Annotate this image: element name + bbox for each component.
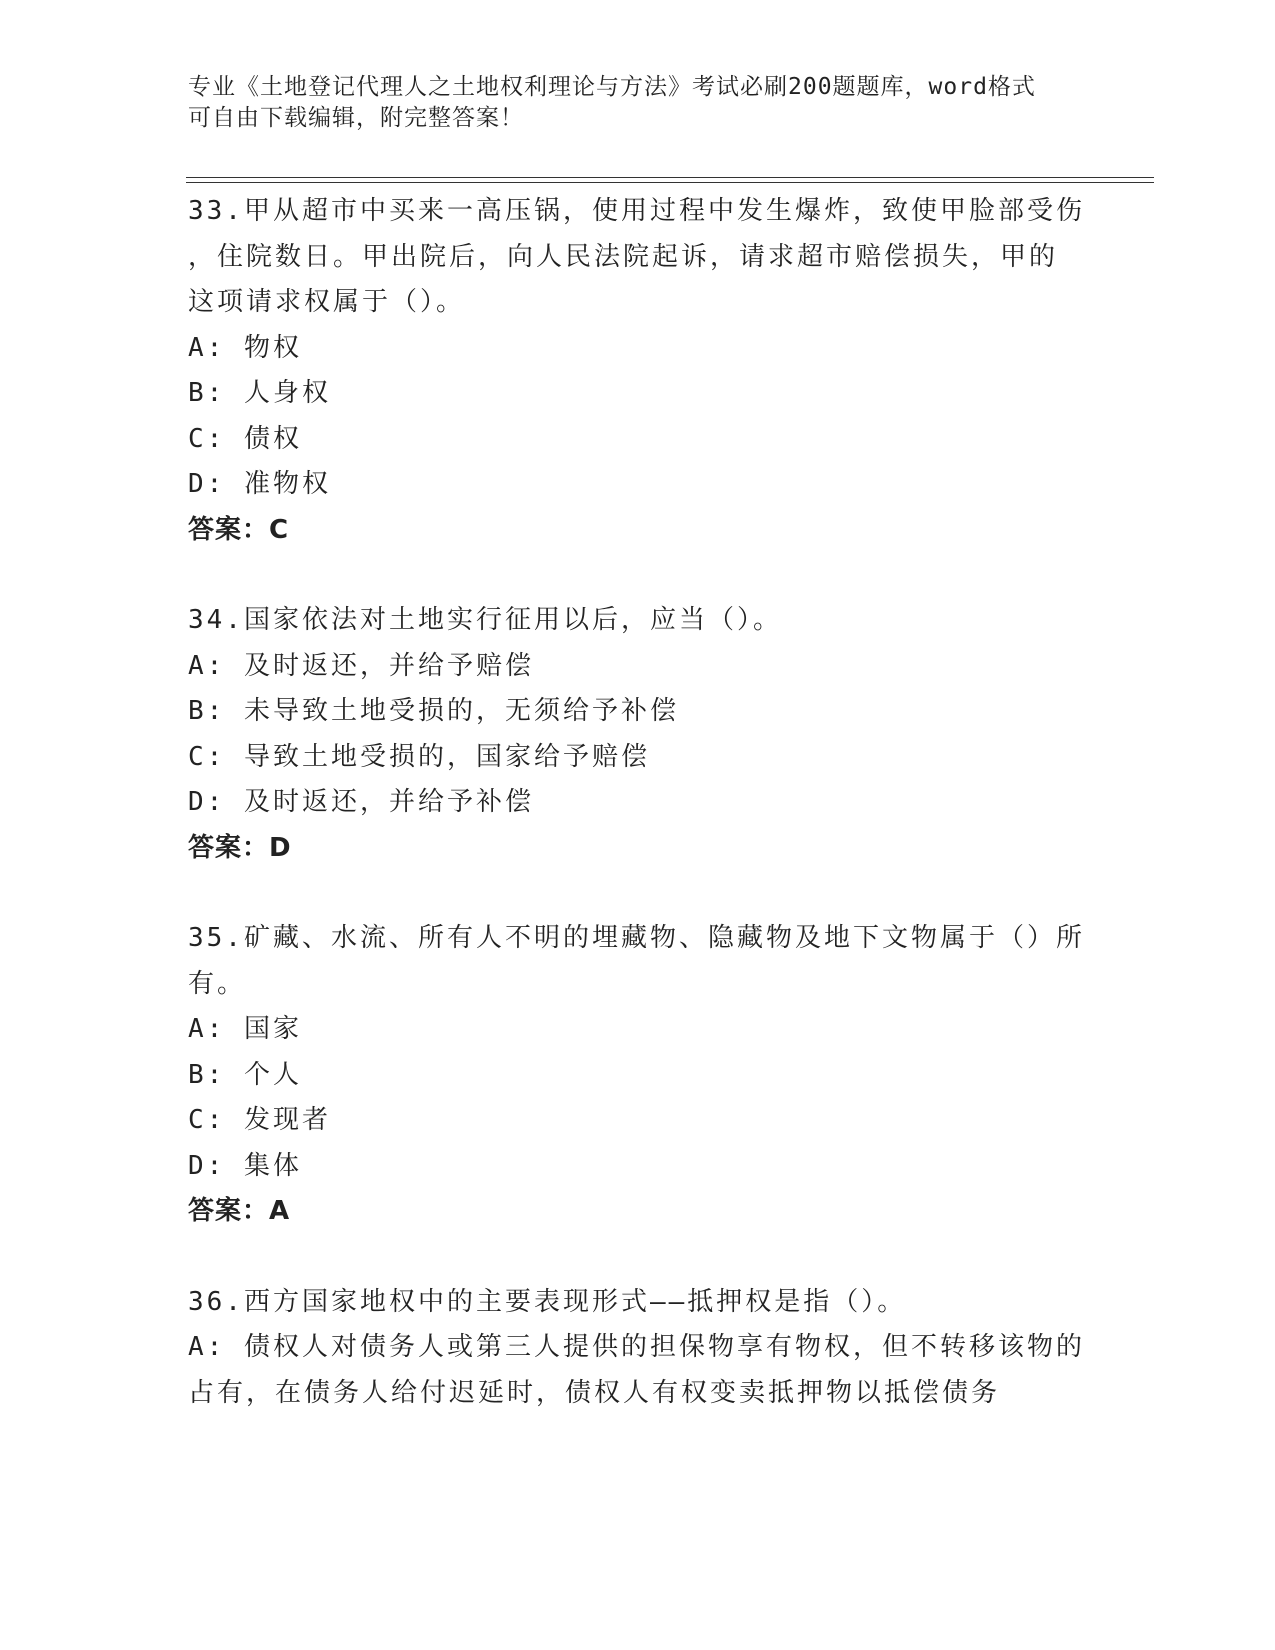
option-b: B: 个人 [188, 1059, 302, 1090]
option-c: C: 债权 [188, 423, 302, 454]
header-title-line-1: 专业《土地登记代理人之土地权利理论与方法》考试必刷200题题库，word格式 [188, 74, 1036, 100]
question-spacer [188, 871, 1088, 916]
question-text-line: 有。 [188, 968, 247, 999]
question-text-line: 这项请求权属于（）。 [188, 287, 466, 317]
document-header [188, 72, 1068, 134]
header-title-line-2: 可自由下载编辑，附完整答案！ [188, 105, 524, 131]
option-c: C: 发现者 [188, 1105, 331, 1135]
option-a-continued: 占有，在债务人给付迟延时，债权人有权变卖抵押物以抵偿债务 [188, 1377, 1001, 1408]
question-text-line: 34.国家依法对土地实行征用以后，应当（）。 [188, 605, 782, 635]
question-34 [188, 598, 1088, 871]
option-c: C: 导致土地受损的，国家给予赔偿 [188, 741, 650, 772]
question-list [188, 189, 1088, 1416]
option-b: B: 未导致土地受损的，无须给予补偿 [188, 696, 679, 726]
question-35 [188, 916, 1088, 1235]
option-d: D: 及时返还，并给予补偿 [188, 787, 534, 817]
option-d: D: 集体 [188, 1150, 302, 1181]
header-divider-bottom [186, 182, 1154, 183]
option-a: A: 债权人对债务人或第三人提供的担保物享有物权，但不转移该物的 [188, 1332, 1085, 1362]
answer-label: 答案：D [188, 832, 292, 863]
question-text-line: 33.甲从超市中买来一高压锅，使用过程中发生爆炸，致使甲脸部受伤 [188, 196, 1085, 226]
option-b: B: 人身权 [188, 378, 331, 408]
option-a: A: 物权 [188, 332, 302, 363]
question-text-line: 35.矿藏、水流、所有人不明的埋藏物、隐藏物及地下文物属于（）所 [188, 923, 1085, 953]
question-36 [188, 1280, 1088, 1417]
question-spacer [188, 1235, 1088, 1280]
question-text-line: ，住院数日。甲出院后，向人民法院起诉，请求超市赔偿损失，甲的 [188, 241, 1059, 272]
question-spacer [188, 553, 1088, 598]
question-text-line: 36.西方国家地权中的主要表现形式——抵押权是指（）。 [188, 1286, 907, 1317]
option-d: D: 准物权 [188, 469, 331, 499]
header-divider-top [186, 177, 1154, 178]
option-a: A: 国家 [188, 1014, 302, 1044]
question-33 [188, 189, 1088, 553]
answer-label: 答案：A [188, 1196, 291, 1226]
answer-label: 答案：C [188, 514, 290, 545]
option-a: A: 及时返还，并给予赔偿 [188, 650, 534, 681]
